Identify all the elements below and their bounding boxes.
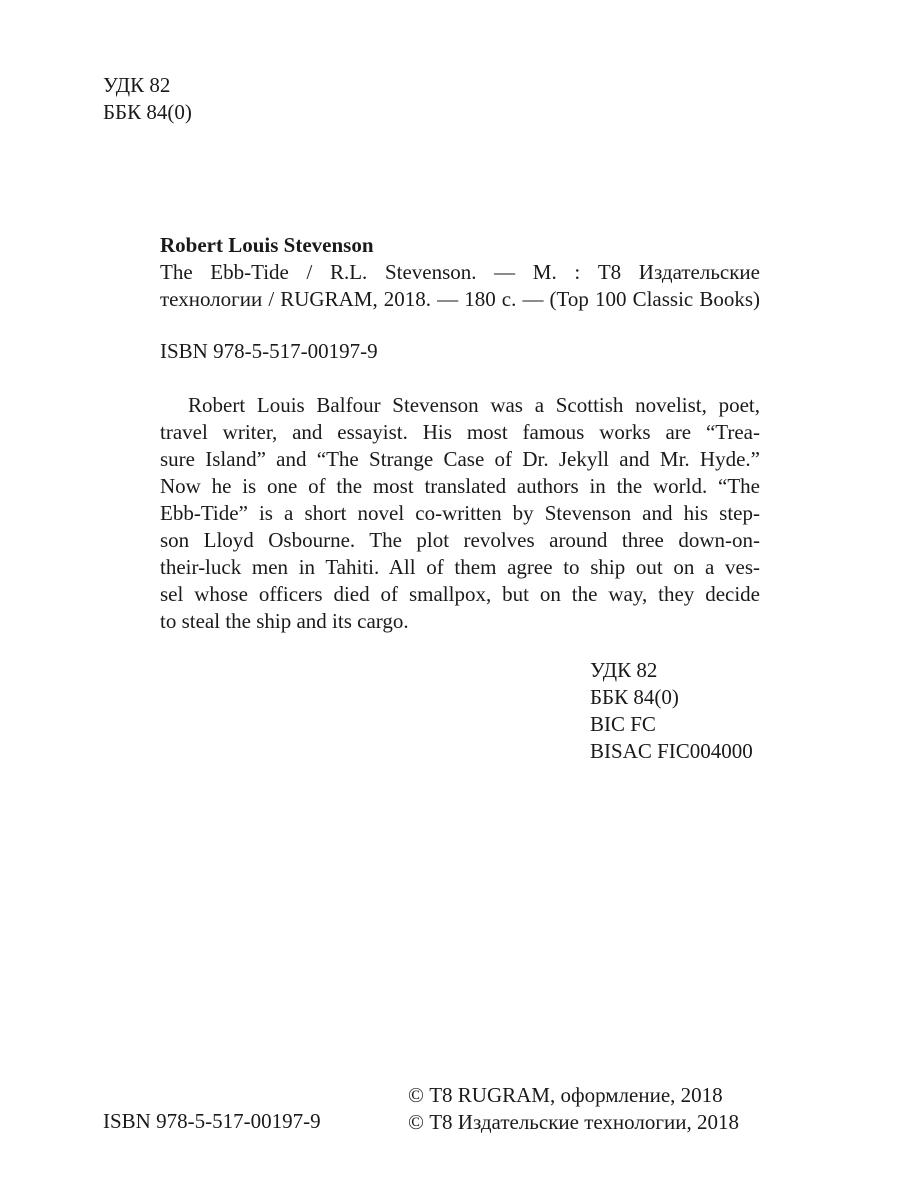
abstract-line: Robert Louis Balfour Stevenson was a Scottish novelist, poet, xyxy=(188,393,760,417)
copyright-line-1: © Т8 RUGRAM, оформление, 2018 xyxy=(408,1083,723,1107)
abstract-line: sel whose officers died of smallpox, but on the way, they decide xyxy=(160,582,760,606)
bibliographic-line-1: The Ebb-Tide / R.L. Stevenson. — М. : Т8 Издательские xyxy=(160,260,760,284)
bic-code: BIC FC xyxy=(590,712,656,736)
udk-code: УДК 82 xyxy=(103,73,171,97)
bibliographic-line-2: технологии / RUGRAM, 2018. — 180 с. — (Top 100 Classic Books) xyxy=(160,287,760,311)
copyright-notice xyxy=(408,1082,739,1136)
abstract-line: to steal the ship and its cargo. xyxy=(160,609,409,633)
bbk-code: ББК 84(0) xyxy=(590,685,679,709)
udk-code: УДК 82 xyxy=(590,658,658,682)
isbn-record xyxy=(160,338,378,365)
abstract-paragraph xyxy=(160,392,760,635)
abstract-line: sure Island” and “The Strange Case of Dr. Jekyll and Mr. Hyde.” xyxy=(160,447,760,471)
abstract-line: Ebb-Tide” is a short novel co-written by Stevenson and his step- xyxy=(160,501,760,525)
copyright-line-2: © Т8 Издательские технологии, 2018 xyxy=(408,1110,739,1134)
isbn-footer xyxy=(103,1108,321,1135)
isbn-text: ISBN 978-5-517-00197-9 xyxy=(160,339,378,363)
bibliographic-record xyxy=(160,232,760,313)
author-name: Robert Louis Stevenson xyxy=(160,233,374,257)
isbn-footer-text: ISBN 978-5-517-00197-9 xyxy=(103,1109,321,1133)
bbk-code: ББК 84(0) xyxy=(103,100,192,124)
abstract-line: son Lloyd Osbourne. The plot revolves around three down-on- xyxy=(160,528,760,552)
classification-codes xyxy=(590,657,753,765)
abstract-line: travel writer, and essayist. His most famous works are “Trea- xyxy=(160,420,760,444)
abstract-line: their-luck men in Tahiti. All of them agree to ship out on a ves- xyxy=(160,555,760,579)
bisac-code: BISAC FIC004000 xyxy=(590,739,753,763)
top-classification-codes xyxy=(103,72,192,126)
abstract-line: Now he is one of the most translated authors in the world. “The xyxy=(160,474,760,498)
